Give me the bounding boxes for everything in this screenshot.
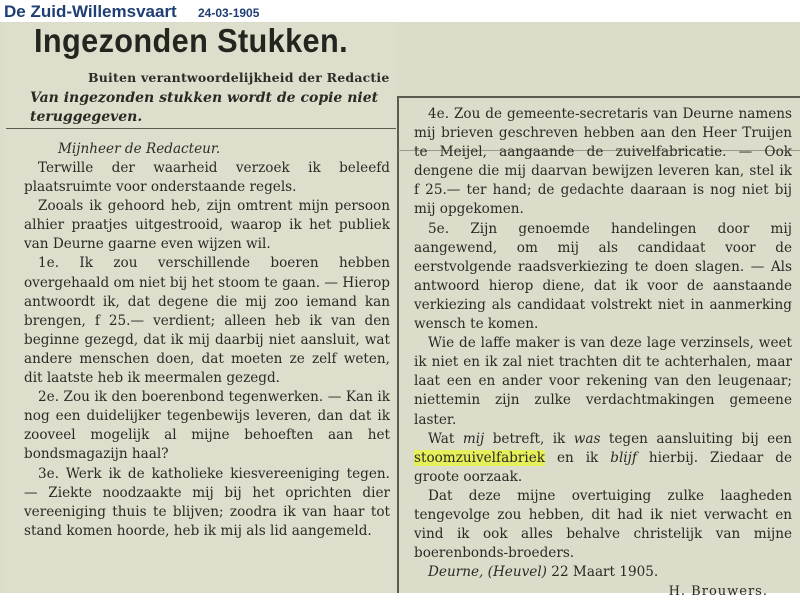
paragraph: Terwille der waarheid verzoek ik beleefd plaatsruimte voor onderstaande regels. <box>24 160 390 196</box>
signature-name: H. Brouwers. <box>668 584 768 600</box>
paragraph: 5e. Zijn genoemde handelingen door mij aangewend, om mij als candidaat voor de eerstvolgende raadsverkiezing te doen slagen. — Als antwoord hierop diene, dat ik voor de aanstaande verkiezing als candidaat volstrekt niet in aanmerking wensch te komen. <box>414 220 792 333</box>
salutation: Mijnheer de Redacteur. <box>58 141 221 157</box>
paragraph: Zooals ik gehoord heb, zijn omtrent mijn persoon alhier praatjes uitgestrooid, waarop ik het publiek van Deurne gaarne even wijzen wil. <box>24 198 390 253</box>
paragraph: 4e. Zou de gemeente-secretaris van Deurne namens mij brieven geschreven hebben aan den Heer Truijen te Meijel, aangaande de zuivelfabricatie. — Ook dengene die mij daarvan bewijzen leveren kan, stel ik f 25.— ter hand; de gedachte daaraan is nog niet bij mij opgekomen. <box>414 106 792 218</box>
publication-date: 24-03-1905 <box>198 6 260 20</box>
paragraph: Wie de laffe maker is van deze lage verzinsels, weet ik niet en ik zal niet trachten dit te achterhalen, maar laat een en ander voor rekening van den leugenaar; niettemin zijn zulke verdachtmakingen gemeene laster. <box>414 335 792 428</box>
italic-run: blijf <box>610 449 637 466</box>
paragraph: 3e. Werk ik de katholieke kiesvereeniging tegen. — Ziekte noodzaakte mij bij het oprichten dier vereeniging thuis te blijven; zoodra ik van haar tot stand komen hoorde, heb ik mij als lid aangemeld. <box>24 465 390 539</box>
newspaper-name: De Zuid-Willemsvaart <box>4 2 177 21</box>
copy-note: Van ingezonden stukken wordt de copie niet teruggegeven. <box>30 90 379 125</box>
italic-run: was <box>573 430 601 447</box>
paragraph: 1e. Ik zou verschillende boeren hebben overgehaald om niet bij het stoom te gaan. — Hierop antwoordt ik, dat degene die mij zoo iemand kan brengen, f 25.— verdient; alleen heb ik van den beginne gezegd, dat ik mij daarbij niet aansluit, wat andere menschen doen, dat moeten ze zelf weten, dit laatste heb ik meermalen gezegd. <box>24 255 390 387</box>
text-run: hierbij. Ziedaar de groote oorzaak. <box>414 449 792 485</box>
heading-separator <box>6 128 396 129</box>
section-title: Ingezonden Stukken. <box>34 22 349 59</box>
signature-date: 22 Maart 1905. <box>546 564 659 581</box>
text-run: Wat <box>428 430 463 447</box>
italic-run: mij <box>462 430 485 447</box>
letter-body-right <box>414 105 792 601</box>
text-run: en ik <box>545 449 611 466</box>
signature-line <box>414 563 792 582</box>
paragraph-wat-mij <box>414 430 792 487</box>
text-run: betreft, ik <box>484 430 574 447</box>
text-run: tegen aansluiting bij een <box>600 430 793 447</box>
paragraph: Dat deze mijne overtuiging zulke laagheden tengevolge zou hebben, dit had ik niet verwacht en vind ik ook alles behalve christelijk van mijne boerenbonds-broeders. <box>414 487 792 562</box>
header-rule <box>398 96 800 98</box>
signature-name-line <box>414 582 792 601</box>
masthead <box>0 0 800 22</box>
letter-body-left <box>24 159 390 541</box>
signature-place: Deurne, (Heuvel) <box>428 564 547 581</box>
paragraph: 2e. Zou ik den boerenbond tegenwerken. — Kan ik nog een duidelijker tegenbewijs leveren, dan dat ik zooveel mogelijk al mijne behoeften aan het bondsmagazijn haal? <box>24 389 390 463</box>
column-divider <box>397 96 399 593</box>
highlighted-term: stoomzuivelfabriek <box>414 449 545 466</box>
disclaimer-line: Buiten verantwoordelijkheid der Redactie <box>88 70 390 85</box>
